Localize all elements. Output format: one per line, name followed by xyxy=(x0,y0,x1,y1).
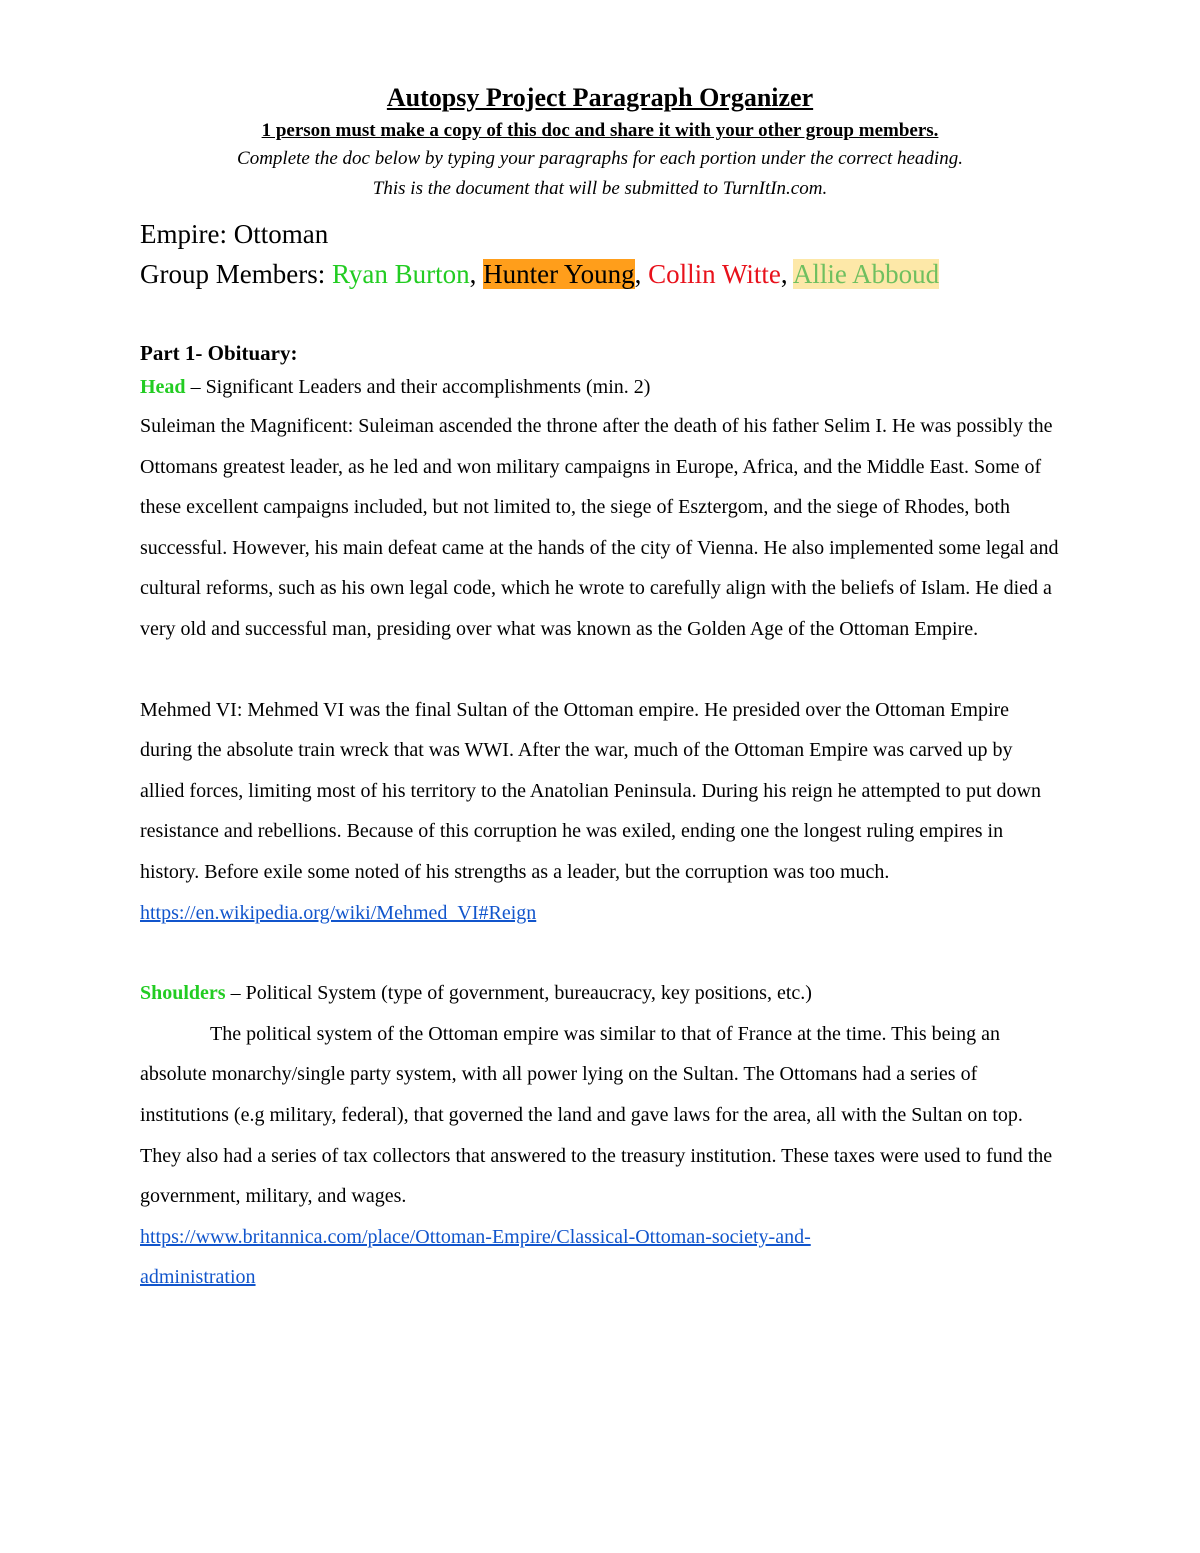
part-1-heading: Part 1- Obituary: xyxy=(140,341,298,365)
paragraph-spacer xyxy=(140,650,1060,690)
member-allie-abboud: Allie Abboud xyxy=(792,259,940,289)
head-paragraph-mehmed: Mehmed VI: Mehmed VI was the final Sultan of the Ottoman empire. He presided over the Ottoman Empire during the absolute train wreck that was WWI. After the war, much of the Ottoman Empire was carved up by allied forces, limiting most of his territory to the Anatolian Peninsula. During his reign he attempted to put down resistance and rebellions. Because of this corruption he was exiled, ending one the longest ruling empires in history. Before exile some noted of his strengths as a leader, but the corruption was too much. xyxy=(140,698,1041,883)
document-title: Autopsy Project Paragraph Organizer xyxy=(386,83,814,112)
empire-line: Empire: Ottoman xyxy=(140,219,329,249)
britannica-source-link-part-2[interactable]: administration xyxy=(140,1266,256,1289)
shoulders-description: – Political System (type of government, bureaucracy, key positions, etc.) xyxy=(225,982,812,1005)
wikipedia-source-link[interactable]: https://en.wikipedia.org/wiki/Mehmed_VI#Reign xyxy=(140,901,537,924)
member-collin-witte: Collin Witte xyxy=(648,259,781,289)
instructions-line-1: Complete the doc below by typing your paragraphs for each portion under the correct heading. xyxy=(237,148,963,169)
shoulders-section-label xyxy=(140,973,1060,1014)
head-section-label xyxy=(140,368,1060,406)
group-members-label: Group Members: xyxy=(140,259,332,289)
shoulders-label: Shoulders xyxy=(140,982,226,1005)
member-separator: , xyxy=(780,259,793,289)
head-description: – Significant Leaders and their accomplishments (min. 2) xyxy=(185,376,651,398)
britannica-source-link-part-1[interactable]: https://www.britannica.com/place/Ottoman-Empire/Classical-Ottoman-society-and- xyxy=(140,1225,811,1248)
shoulders-paragraph: The political system of the Ottoman empire was similar to that of France at the time. This being an absolute monarchy/single party system, with all power lying on the Sultan. The Ottomans had a series of institutions (e.g military, federal), that governed the land and gave laws for the area, all with the Sultan on top. They also had a series of tax collectors that answered to the treasury institution. These taxes were used to fund the government, military, and wages. xyxy=(140,1022,1053,1208)
shoulders-source-link-line xyxy=(140,1217,1060,1298)
head-paragraph-suleiman: Suleiman the Magnificent: Suleiman ascended the throne after the death of his father Selim I. He was possibly the Ottomans greatest leader, as he led and won military campaigns in Europe, Africa, and the Middle East. Some of these excellent campaigns included, but not limited to, the siege of Esztergom, and the siege of Rhodes, both successful. However, his main defeat came at the hands of the city of Vienna. He also implemented some legal and cultural reforms, such as his own legal code, which he wrote to carefully align with the beliefs of Islam. He died a very old and successful man, presiding over what was known as the Golden Age of the Ottoman Empire. xyxy=(140,415,1059,640)
document-subtitle: 1 person must make a copy of this doc and share it with your other group members. xyxy=(261,120,939,141)
member-ryan-burton: Ryan Burton xyxy=(331,259,470,289)
member-hunter-young: Hunter Young xyxy=(483,259,635,289)
instructions-line-2: This is the document that will be submitted to TurnItIn.com. xyxy=(372,178,828,199)
section-spacer xyxy=(140,933,1060,973)
member-separator: , xyxy=(634,259,649,289)
member-separator: , xyxy=(469,259,484,289)
group-members-line xyxy=(140,254,1060,294)
head-label: Head xyxy=(140,376,186,398)
head-source-link-line xyxy=(140,893,1060,934)
